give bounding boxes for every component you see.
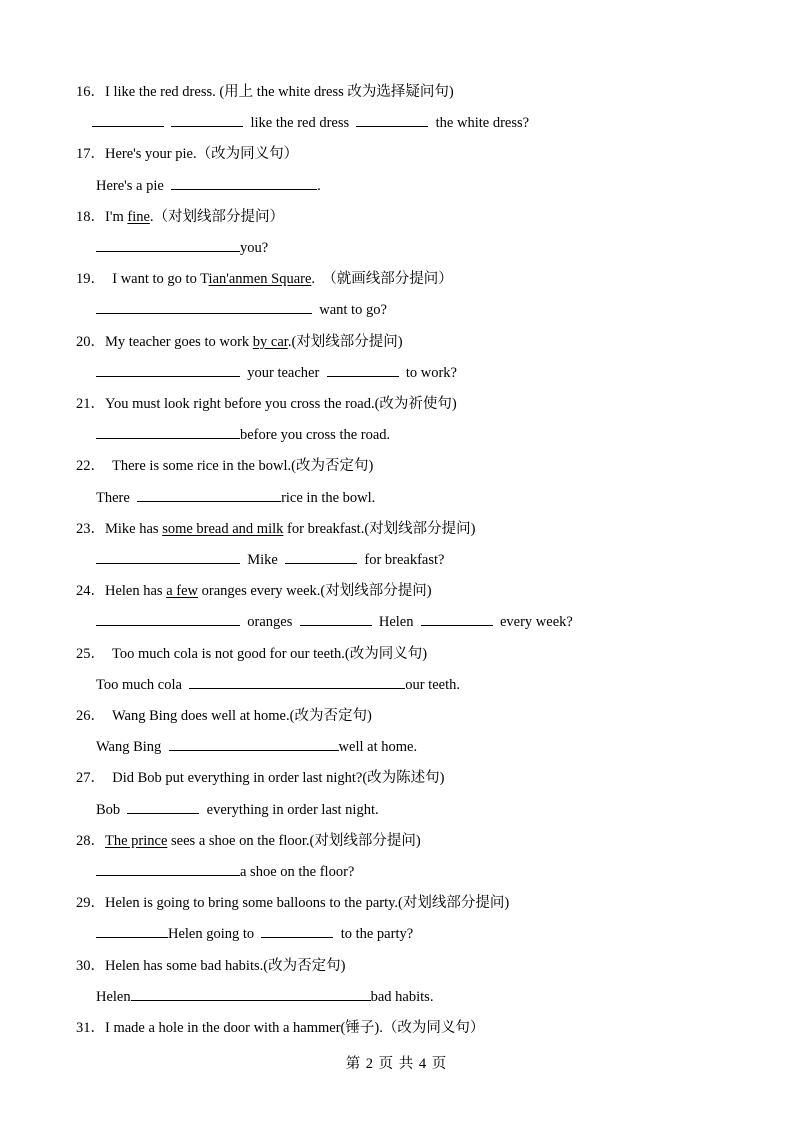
text-segment: for breakfast.(对划线部分提问) <box>283 520 476 537</box>
text-segment: Helen <box>371 614 421 631</box>
question-line <box>76 457 373 475</box>
text-segment: You must look right before you cross the road.(改为祈使句) <box>105 396 457 412</box>
text-segment: bad habits. <box>370 988 434 1005</box>
answer-blank[interactable] <box>171 177 317 190</box>
answer-blank[interactable] <box>92 114 164 127</box>
question-number: 26． <box>76 708 105 724</box>
text-segment <box>164 115 171 131</box>
text-segment: Bob <box>96 801 128 818</box>
text-segment: well at home. <box>338 739 418 756</box>
text-segment: Here's a pie <box>96 177 172 194</box>
question-line <box>76 645 427 663</box>
answer-blank[interactable] <box>96 863 240 876</box>
question-number: 31． <box>76 1020 105 1036</box>
text-segment: .（对划线部分提问） <box>149 208 285 225</box>
answer-line <box>96 364 457 382</box>
answer-blank[interactable] <box>96 364 240 377</box>
answer-blank[interactable] <box>137 489 281 502</box>
answer-blank[interactable] <box>96 301 312 314</box>
question-number: 18． <box>76 208 105 225</box>
answer-blank[interactable] <box>96 925 168 938</box>
question-line <box>76 1019 484 1037</box>
text-segment: I like the red dress. (用上 the white dress 改为选择疑问句) <box>105 84 454 100</box>
text-segment: Helen has <box>105 583 167 600</box>
answer-blank[interactable] <box>171 114 243 127</box>
question-line <box>76 769 445 787</box>
text-segment: There is some rice in the bowl.(改为否定句) <box>105 458 374 475</box>
question-number: 24． <box>76 583 105 600</box>
answer-blank[interactable] <box>421 613 493 626</box>
underlined-phrase: a few <box>166 583 198 600</box>
answer-line <box>96 489 375 507</box>
question-line <box>76 270 453 288</box>
text-segment: oranges every week.(对划线部分提问) <box>198 583 432 600</box>
underlined-phrase: some bread and milk <box>162 520 284 537</box>
question-number: 17． <box>76 146 105 163</box>
question-number: 30． <box>76 957 105 974</box>
answer-line <box>96 925 413 943</box>
answer-line <box>96 551 444 569</box>
answer-blank[interactable] <box>96 239 240 252</box>
page-footer: 第 2 页 共 4 页 <box>345 1056 448 1072</box>
text-segment: Helen <box>96 988 131 1005</box>
text-segment: .(对划线部分提问) <box>287 333 403 350</box>
underlined-phrase: ian'anmen Square <box>208 271 312 288</box>
text-segment: before you cross the road. <box>240 427 391 444</box>
question-number: 21． <box>76 396 105 412</box>
text-segment: Helen going to <box>168 926 262 943</box>
answer-line <box>96 988 433 1006</box>
question-line <box>76 832 421 850</box>
question-line <box>76 582 432 600</box>
question-line <box>76 83 454 101</box>
text-segment: Helen has some bad habits.(改为否定句) <box>105 957 346 974</box>
question-number: 28． <box>76 832 105 849</box>
text-segment: My teacher goes to work <box>105 333 253 350</box>
answer-line <box>96 801 379 819</box>
question-line <box>76 707 372 725</box>
answer-blank[interactable] <box>189 676 405 689</box>
text-segment: a shoe on the floor? <box>240 864 355 880</box>
answer-blank[interactable] <box>96 426 240 439</box>
text-segment: Mike has <box>105 520 163 537</box>
text-segment: . <box>317 177 321 194</box>
text-segment: Did Bob put everything in order last night?(改为陈述句) <box>105 770 445 787</box>
text-segment: Wang Bing <box>96 739 169 756</box>
text-segment: for breakfast? <box>357 552 445 568</box>
text-segment: everything in order last night. <box>199 801 379 818</box>
question-number: 23． <box>76 520 105 537</box>
text-segment: like the red dress <box>243 115 357 132</box>
text-segment: Too much cola is not good for our teeth.(改为同义句) <box>105 645 428 662</box>
question-line <box>76 957 345 975</box>
question-number: 19． <box>76 271 105 288</box>
text-segment: our teeth. <box>405 676 460 693</box>
text-segment: sees a shoe on the floor.(对划线部分提问) <box>167 832 421 849</box>
question-number: 25． <box>76 645 105 662</box>
answer-blank[interactable] <box>300 613 372 626</box>
text-segment: . （就画线部分提问） <box>311 271 453 288</box>
answer-line <box>92 114 529 132</box>
question-number: 29． <box>76 895 105 912</box>
underlined-phrase: fine <box>127 208 150 225</box>
question-line <box>76 208 284 226</box>
answer-line <box>96 863 354 881</box>
text-segment: oranges <box>240 614 300 631</box>
text-segment: want to go? <box>312 302 387 319</box>
answer-line <box>96 301 387 319</box>
text-segment: Wang Bing does well at home.(改为否定句) <box>105 708 372 724</box>
text-segment: I want to go to T <box>105 271 209 288</box>
question-line <box>76 520 475 538</box>
answer-line <box>96 426 390 444</box>
answer-blank[interactable] <box>131 988 371 1001</box>
answer-line <box>96 613 573 631</box>
question-number: 27． <box>76 770 105 787</box>
answer-line <box>96 239 268 257</box>
text-segment: you? <box>240 240 269 256</box>
answer-blank[interactable] <box>96 551 240 564</box>
text-segment: I made a hole in the door with a hammer(锤子).（改为同义句） <box>105 1020 485 1036</box>
question-line <box>76 145 298 163</box>
underlined-phrase: by car <box>252 333 288 350</box>
text-segment: every week? <box>492 614 573 631</box>
answer-blank[interactable] <box>169 738 339 751</box>
text-segment: Too much cola <box>96 676 190 693</box>
answer-line <box>96 676 460 694</box>
question-number: 20． <box>76 333 105 350</box>
answer-blank[interactable] <box>327 364 399 377</box>
question-number: 22． <box>76 458 105 475</box>
question-number: 16． <box>76 84 105 100</box>
question-line <box>76 333 403 351</box>
answer-blank[interactable] <box>96 613 240 626</box>
text-segment: There <box>96 489 138 506</box>
text-segment: Here's your pie.（改为同义句） <box>105 146 299 163</box>
text-segment: rice in the bowl. <box>281 489 376 506</box>
underlined-phrase: The prince <box>105 832 168 849</box>
text-segment: to work? <box>398 364 457 381</box>
answer-blank[interactable] <box>127 801 199 814</box>
text-segment: your teacher <box>240 364 327 381</box>
answer-line <box>96 738 417 756</box>
text-segment: to the party? <box>333 926 414 943</box>
answer-blank[interactable] <box>285 551 357 564</box>
answer-line <box>96 177 321 195</box>
text-segment: Mike <box>240 552 286 568</box>
text-segment: the white dress? <box>428 115 530 132</box>
text-segment: I'm <box>105 208 128 225</box>
text-segment: Helen is going to bring some balloons to the party.(对划线部分提问) <box>105 895 510 912</box>
question-line <box>76 395 457 413</box>
question-line <box>76 894 509 912</box>
answer-blank[interactable] <box>356 114 428 127</box>
answer-blank[interactable] <box>261 925 333 938</box>
